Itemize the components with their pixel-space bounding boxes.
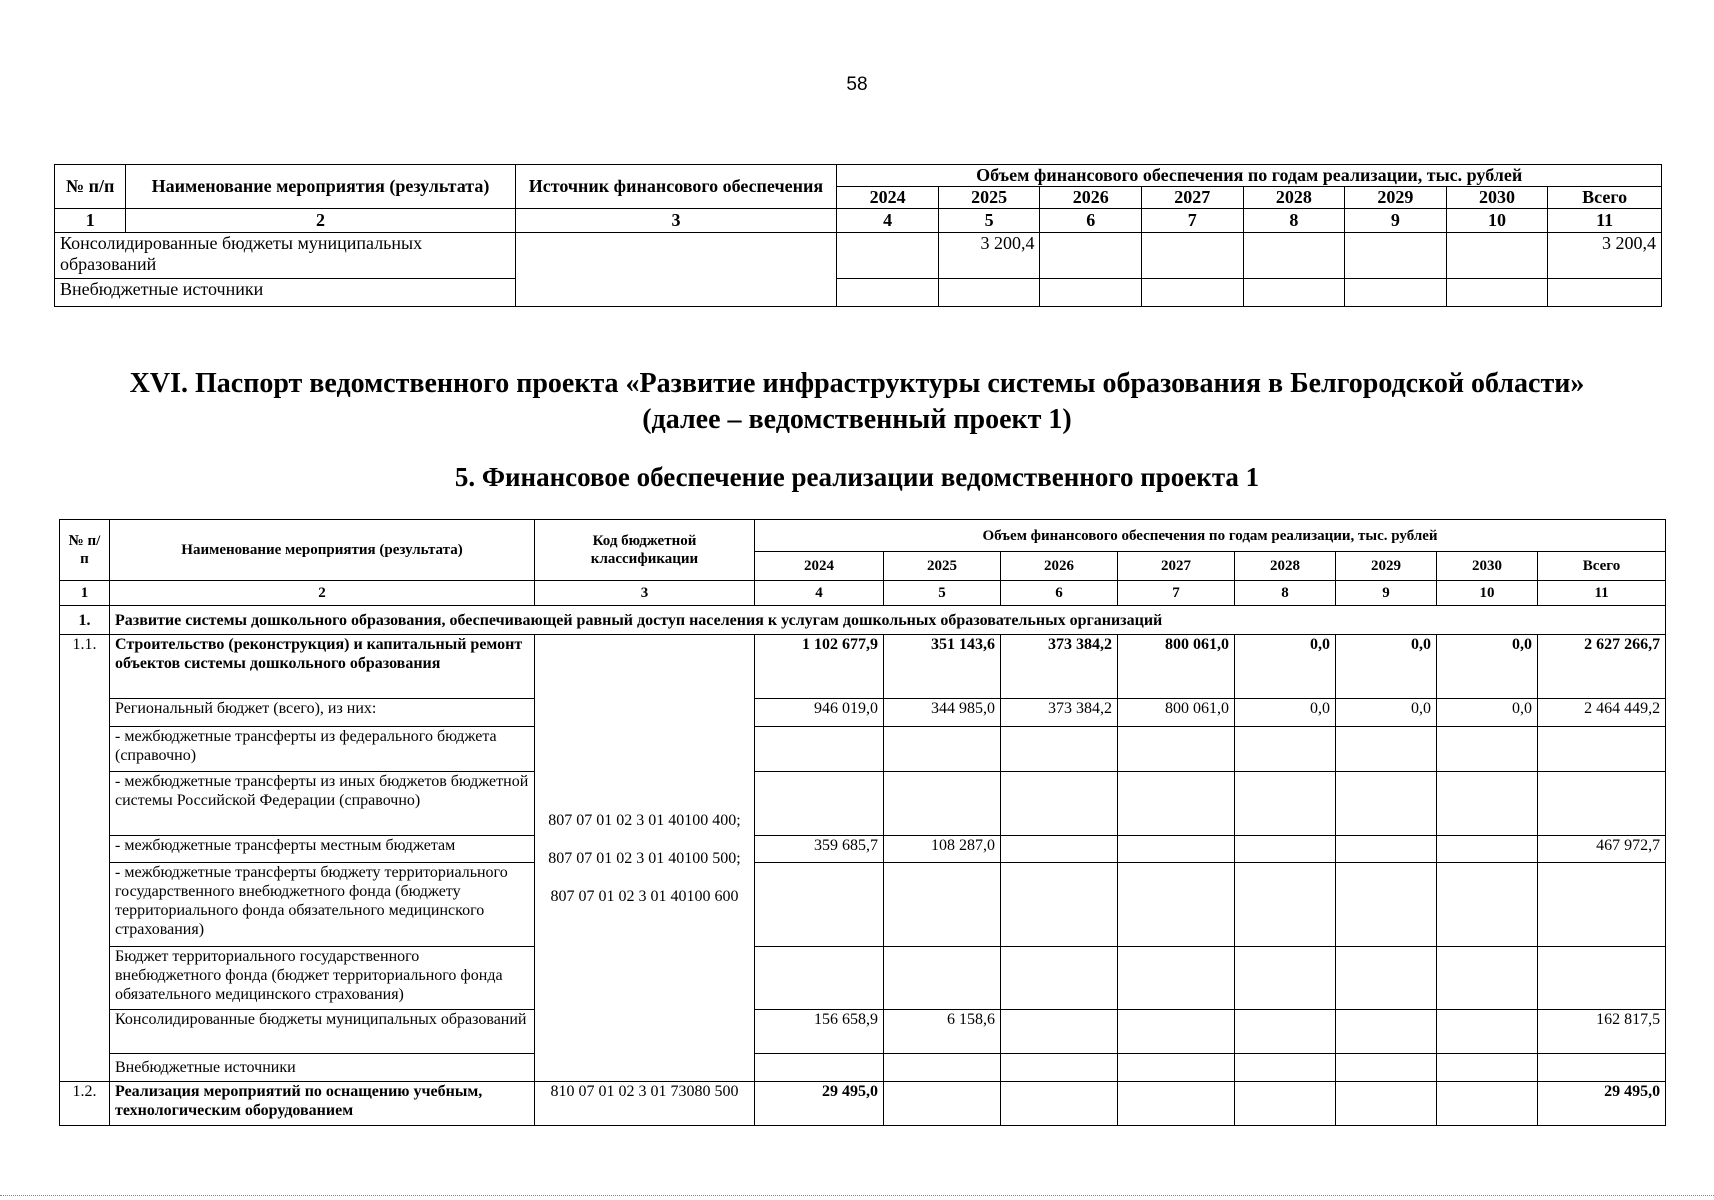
item-num: 1.2. — [60, 1082, 110, 1126]
value-cell — [1235, 836, 1336, 863]
value-cell — [1345, 233, 1447, 279]
section-title-line: XVI. Паспорт ведомственного проекта «Развитие инфраструктуры системы образования в Белгородской области» — [129, 368, 1585, 399]
value-cell — [755, 863, 884, 947]
value-cell — [1235, 1082, 1336, 1126]
value-cell — [837, 279, 939, 307]
column-number: 11 — [1548, 209, 1662, 233]
row-label: Строительство (реконструкция) и капитальный ремонт объектов системы дошкольного образования — [110, 635, 535, 699]
value-cell — [1118, 727, 1235, 772]
column-number: 2 — [126, 209, 515, 233]
value-cell — [1538, 1054, 1666, 1082]
value-cell — [1001, 772, 1118, 836]
value-cell — [1345, 279, 1447, 307]
value-cell — [884, 1082, 1001, 1126]
header-year: 2024 — [837, 187, 939, 209]
header-year: 2024 — [755, 552, 884, 581]
column-number: 6 — [1040, 209, 1142, 233]
header-year: 2030 — [1446, 187, 1548, 209]
finance-table-project-1 — [59, 519, 1666, 1126]
value-cell — [1538, 727, 1666, 772]
value-cell: 0,0 — [1437, 635, 1538, 699]
row-label: - межбюджетные трансферты из иных бюджетов бюджетной системы Российской Федерации (справочно) — [110, 772, 535, 836]
header-year: 2027 — [1118, 552, 1235, 581]
value-cell — [1235, 727, 1336, 772]
column-number: 7 — [1118, 581, 1235, 606]
column-number: 2 — [110, 581, 535, 606]
value-cell: 2 464 449,2 — [1538, 699, 1666, 727]
table-row — [60, 772, 1666, 836]
row-label: Внебюджетные источники — [55, 279, 516, 307]
value-cell — [1118, 836, 1235, 863]
column-number: 10 — [1437, 581, 1538, 606]
row-label: Консолидированные бюджеты муниципальных образований — [55, 233, 516, 279]
value-cell — [1001, 1054, 1118, 1082]
header-year: 2026 — [1001, 552, 1118, 581]
value-cell: 351 143,6 — [884, 635, 1001, 699]
value-cell: 373 384,2 — [1001, 699, 1118, 727]
value-cell: 373 384,2 — [1001, 635, 1118, 699]
value-cell — [1118, 1010, 1235, 1054]
value-cell — [755, 772, 884, 836]
table-row — [55, 279, 1662, 307]
item-num: 1.1. — [60, 635, 110, 1082]
value-cell — [1243, 279, 1345, 307]
column-number: 6 — [1001, 581, 1118, 606]
section-row — [60, 606, 1666, 635]
value-cell — [1538, 863, 1666, 947]
page-number: 58 — [846, 74, 868, 95]
value-cell: 946 019,0 — [755, 699, 884, 727]
table-row — [60, 1082, 1666, 1126]
value-cell: 6 158,6 — [884, 1010, 1001, 1054]
value-cell: 344 985,0 — [884, 699, 1001, 727]
header-source: Источник финансового обеспечения — [515, 165, 837, 209]
value-cell: 162 817,5 — [1538, 1010, 1666, 1054]
section-title — [0, 366, 1714, 438]
value-cell — [1336, 836, 1437, 863]
header-year: 2027 — [1142, 187, 1244, 209]
value-cell — [884, 772, 1001, 836]
value-cell: 800 061,0 — [1118, 699, 1235, 727]
value-cell — [1001, 863, 1118, 947]
value-cell — [884, 863, 1001, 947]
value-cell — [1437, 947, 1538, 1010]
header-total: Всего — [1548, 187, 1662, 209]
value-cell: 3 200,4 — [1548, 233, 1662, 279]
table-row — [60, 863, 1666, 947]
header-name: Наименование мероприятия (результата) — [126, 165, 515, 209]
value-cell — [1336, 772, 1437, 836]
column-number: 9 — [1345, 209, 1447, 233]
value-cell — [1040, 279, 1142, 307]
value-cell — [1437, 1054, 1538, 1082]
page-bottom-edge — [0, 1195, 1714, 1196]
value-cell — [1118, 772, 1235, 836]
value-cell — [1538, 772, 1666, 836]
value-cell: 1 102 677,9 — [755, 635, 884, 699]
row-label: - межбюджетные трансферты местным бюджетам — [110, 836, 535, 863]
value-cell — [1118, 1082, 1235, 1126]
row-label: - межбюджетные трансферты бюджету территориального государственного внебюджетного фонда (бюджету территориального фонда обязательного медицинского страхования) — [110, 863, 535, 947]
source-cell — [515, 233, 837, 307]
value-cell: 359 685,7 — [755, 836, 884, 863]
value-cell — [1336, 947, 1437, 1010]
value-cell — [1538, 947, 1666, 1010]
value-cell — [837, 233, 939, 279]
value-cell — [1001, 1082, 1118, 1126]
header-year: 2029 — [1345, 187, 1447, 209]
table-row — [60, 699, 1666, 727]
value-cell — [1336, 1082, 1437, 1126]
value-cell: 467 972,7 — [1538, 836, 1666, 863]
column-number: 10 — [1446, 209, 1548, 233]
table-row — [60, 635, 1666, 699]
header-year: 2025 — [884, 552, 1001, 581]
value-cell — [1446, 233, 1548, 279]
value-cell — [1437, 836, 1538, 863]
column-number: 7 — [1142, 209, 1244, 233]
row-label: Бюджет территориального государственного внебюджетного фонда (бюджет территориального фонда обязательного медицинского страхования) — [110, 947, 535, 1010]
header-year: 2026 — [1040, 187, 1142, 209]
header-volume: Объем финансового обеспечения по годам реализации, тыс. рублей — [837, 165, 1662, 187]
header-year: 2028 — [1243, 187, 1345, 209]
table-row — [60, 836, 1666, 863]
value-cell: 29 495,0 — [755, 1082, 884, 1126]
value-cell — [1548, 279, 1662, 307]
value-cell — [1040, 233, 1142, 279]
row-label: Реализация мероприятий по оснащению учебным, технологическим оборудованием — [110, 1082, 535, 1126]
column-number: 5 — [884, 581, 1001, 606]
value-cell — [884, 947, 1001, 1010]
value-cell: 800 061,0 — [1118, 635, 1235, 699]
value-cell: 108 287,0 — [884, 836, 1001, 863]
value-cell — [1243, 233, 1345, 279]
header-name: Наименование мероприятия (результата) — [110, 520, 535, 581]
row-label: - межбюджетные трансферты из федерального бюджета (справочно) — [110, 727, 535, 772]
header-code: Код бюджетной классификации — [535, 520, 755, 581]
value-cell: 2 627 266,7 — [1538, 635, 1666, 699]
value-cell: 0,0 — [1235, 635, 1336, 699]
value-cell: 29 495,0 — [1538, 1082, 1666, 1126]
budget-code-cell: 810 07 01 02 3 01 73080 500 — [535, 1082, 755, 1126]
row-label: Региональный бюджет (всего), из них: — [110, 699, 535, 727]
value-cell — [1001, 1010, 1118, 1054]
column-number: 1 — [60, 581, 110, 606]
value-cell — [1118, 863, 1235, 947]
value-cell: 0,0 — [1437, 699, 1538, 727]
value-cell — [1142, 233, 1244, 279]
value-cell — [1235, 1054, 1336, 1082]
column-number: 4 — [755, 581, 884, 606]
header-total: Всего — [1538, 552, 1666, 581]
row-label: Консолидированные бюджеты муниципальных образований — [110, 1010, 535, 1054]
column-number: 5 — [938, 209, 1040, 233]
value-cell — [1336, 863, 1437, 947]
header-year: 2029 — [1336, 552, 1437, 581]
value-cell — [884, 727, 1001, 772]
value-cell — [1437, 1010, 1538, 1054]
value-cell — [755, 1054, 884, 1082]
value-cell — [1001, 727, 1118, 772]
column-number: 9 — [1336, 581, 1437, 606]
header-year: 2025 — [938, 187, 1040, 209]
value-cell: 0,0 — [1235, 699, 1336, 727]
table-row — [60, 727, 1666, 772]
value-cell — [884, 1054, 1001, 1082]
header-num: № п/п — [60, 520, 110, 581]
value-cell — [1235, 772, 1336, 836]
value-cell — [1001, 947, 1118, 1010]
column-number: 3 — [515, 209, 837, 233]
value-cell — [1142, 279, 1244, 307]
section-subtitle-line: (далее – ведомственный проект 1) — [642, 404, 1072, 435]
finance-table-continued — [54, 164, 1662, 307]
value-cell — [1118, 947, 1235, 1010]
value-cell — [1235, 863, 1336, 947]
header-num: № п/п — [55, 165, 126, 209]
value-cell — [1235, 947, 1336, 1010]
value-cell: 3 200,4 — [938, 233, 1040, 279]
table-row — [60, 1010, 1666, 1054]
value-cell — [1118, 1054, 1235, 1082]
value-cell — [755, 727, 884, 772]
column-number: 1 — [55, 209, 126, 233]
value-cell: 156 658,9 — [755, 1010, 884, 1054]
value-cell — [1437, 1082, 1538, 1126]
budget-code-cell: 807 07 01 02 3 01 40100 400; 807 07 01 02 3 01 40100 500; 807 07 01 02 3 01 40100 600 — [535, 635, 755, 1082]
table-row — [55, 233, 1662, 279]
value-cell — [1437, 772, 1538, 836]
column-number: 8 — [1235, 581, 1336, 606]
value-cell — [1336, 1010, 1437, 1054]
value-cell — [1235, 1010, 1336, 1054]
header-year: 2028 — [1235, 552, 1336, 581]
table-row — [60, 1054, 1666, 1082]
value-cell — [1437, 727, 1538, 772]
header-year: 2030 — [1437, 552, 1538, 581]
value-cell: 0,0 — [1336, 699, 1437, 727]
value-cell — [755, 947, 884, 1010]
value-cell — [938, 279, 1040, 307]
value-cell — [1437, 863, 1538, 947]
row-label: Внебюджетные источники — [110, 1054, 535, 1082]
column-number: 11 — [1538, 581, 1666, 606]
value-cell — [1336, 1054, 1437, 1082]
column-number: 4 — [837, 209, 939, 233]
column-number: 3 — [535, 581, 755, 606]
header-volume: Объем финансового обеспечения по годам реализации, тыс. рублей — [755, 520, 1666, 552]
value-cell: 0,0 — [1336, 635, 1437, 699]
section-title-cell: Развитие системы дошкольного образования, обеспечивающей равный доступ населения к услугам дошкольных образовательных организаций — [110, 606, 1666, 635]
subsection-title: 5. Финансовое обеспечение реализации ведомственного проекта 1 — [454, 462, 1260, 492]
value-cell — [1336, 727, 1437, 772]
column-number: 8 — [1243, 209, 1345, 233]
table-row — [60, 947, 1666, 1010]
value-cell — [1001, 836, 1118, 863]
section-num: 1. — [60, 606, 110, 635]
value-cell — [1446, 279, 1548, 307]
